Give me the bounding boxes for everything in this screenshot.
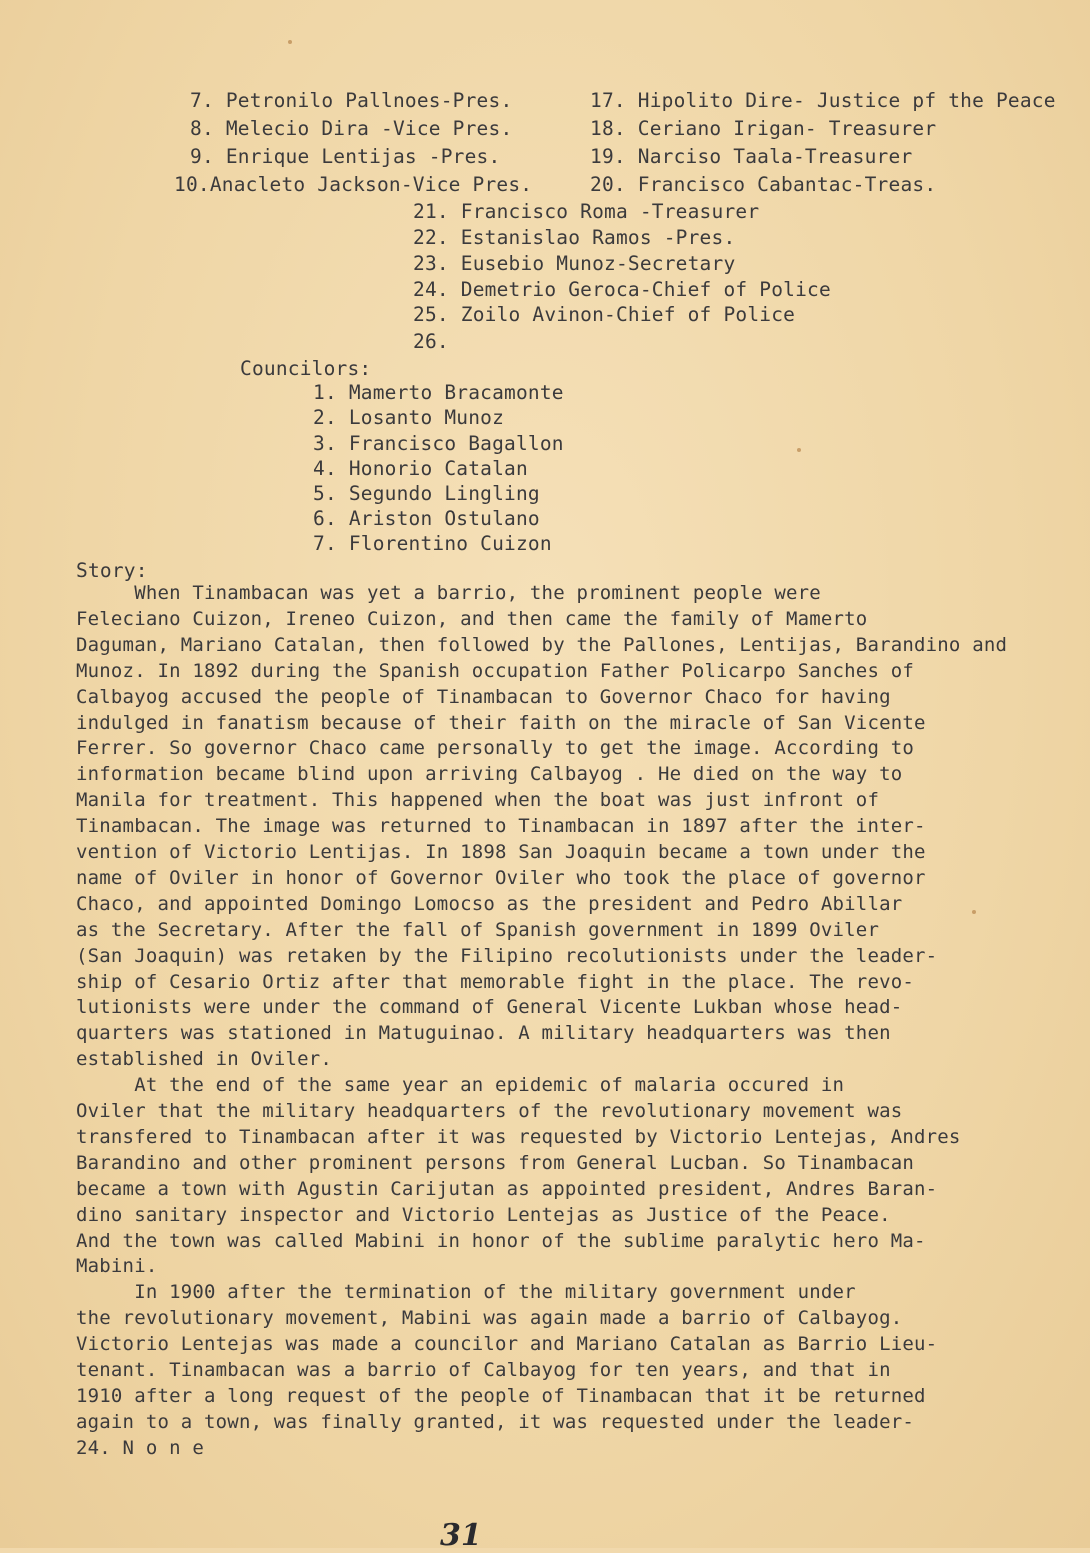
story-line: Barandino and other prominent persons from General Lucban. So Tinambacan [76, 1151, 915, 1174]
story-line: And the town was called Mabini in honor of the sublime paralytic hero Ma- [76, 1229, 926, 1252]
story-line: indulged in fanatism because of their faith on the miracle of San Vicente [76, 711, 926, 734]
story-line: Tinambacan. The image was returned to Tinambacan in 1897 after the inter- [76, 815, 926, 838]
story-line: quarters was stationed in Matuguinao. A military headquarters was then [76, 1022, 891, 1045]
story-line: again to a town, was finally granted, it was requested under the leader- [76, 1410, 915, 1433]
councilors-heading: Councilors: [240, 357, 372, 380]
story-line: transfered to Tinambacan after it was requested by Victorio Lentejas, Andres [76, 1125, 961, 1148]
paper-speck [797, 448, 801, 452]
councilor-entry: 1. Mamerto Bracamonte [313, 381, 564, 404]
story-line: the revolutionary movement, Mabini was again made a barrio of Calbayog. [76, 1307, 903, 1330]
official-entry: 17. Hipolito Dire- Justice pf the Peace [590, 89, 1056, 112]
story-line: tenant. Tinambacan was a barrio of Calbayog for ten years, and that in [76, 1359, 891, 1381]
story-line: 1910 after a long request of the people of Tinambacan that it be returned [76, 1384, 926, 1407]
story-line: Daguman, Mariano Catalan, then followed by the Pallones, Lentijas, Barandino and [76, 633, 1008, 656]
story-line: When Tinambacan was yet a barrio, the prominent people were [76, 582, 821, 604]
story-line: ship of Cesario Ortiz after that memorable fight in the place. The revo- [76, 970, 915, 993]
story-line: vention of Victorio Lentijas. In 1898 San Joaquin became a town under the [76, 841, 926, 863]
official-entry: 18. Ceriano Irigan- Treasurer [590, 117, 937, 140]
story-line: dino sanitary inspector and Victorio Lentejas as Justice of the Peace. [76, 1203, 891, 1226]
official-entry: 23. Eusebio Munoz-Secretary [413, 252, 736, 275]
story-line: Mabini. [76, 1255, 158, 1278]
paper-speck [972, 910, 976, 914]
councilor-entry: 6. Ariston Ostulano [313, 507, 540, 530]
official-entry: 21. Francisco Roma -Treasurer [413, 200, 760, 223]
story-line: At the end of the same year an epidemic of malaria occured in [76, 1074, 845, 1097]
story-line: (San Joaquin) was retaken by the Filipino recolutionists under the leader- [76, 944, 938, 967]
story-line: name of Oviler in honor of Governor Oviler who took the place of governor [76, 866, 926, 889]
story-line: established in Oviler. [76, 1048, 333, 1071]
story-line: information became blind upon arriving Calbayog . He died on the way to [76, 763, 903, 786]
story-line: as the Secretary. After the fall of Spanish government in 1899 Oviler [76, 918, 880, 941]
story-line: Victorio Lentejas was made a councilor and Mariano Catalan as Barrio Lieu- [76, 1333, 938, 1356]
official-entry: 25. Zoilo Avinon-Chief of Police [413, 303, 796, 326]
official-entry: 24. Demetrio Geroca-Chief of Police [413, 278, 831, 301]
story-line: Munoz. In 1892 during the Spanish occupation Father Policarpo Sanches of [76, 659, 915, 682]
official-entry: 19. Narciso Taala-Treasurer [590, 145, 913, 168]
story-line: Manila for treatment. This happened when the boat was just infront of [76, 789, 880, 812]
story-line: Feleciano Cuizon, Ireneo Cuizon, and then came the family of Mamerto [76, 607, 868, 630]
page-number: 31 [440, 1518, 482, 1553]
story-line: Chaco, and appointed Domingo Lomocso as the president and Pedro Abillar [76, 892, 903, 915]
official-entry: 10.Anacleto Jackson-Vice Pres. [174, 173, 533, 196]
official-entry: 26. [413, 330, 449, 353]
official-entry: 20. Francisco Cabantac-Treas. [590, 173, 937, 196]
official-entry: 8. Melecio Dira -Vice Pres. [190, 117, 513, 140]
story-heading: Story: [76, 559, 148, 582]
councilor-entry: 7. Florentino Cuizon [313, 532, 552, 555]
story-line: Oviler that the military headquarters of the revolutionary movement was [76, 1100, 903, 1122]
official-entry: 9. Enrique Lentijas -Pres. [190, 145, 501, 168]
paper-speck [288, 40, 292, 44]
story-line: Calbayog accused the people of Tinambacan to Governor Chaco for having [76, 685, 891, 708]
official-entry: 22. Estanislao Ramos -Pres. [413, 226, 736, 249]
official-entry: 7. Petronilo Pallnoes-Pres. [190, 89, 513, 112]
councilor-entry: 3. Francisco Bagallon [313, 432, 564, 455]
story-line: In 1900 after the termination of the military government under [76, 1281, 856, 1304]
councilor-entry: 2. Losanto Munoz [313, 406, 505, 429]
councilor-entry: 5. Segundo Lingling [313, 482, 540, 505]
councilor-entry: 4. Honorio Catalan [313, 457, 528, 480]
story-line: became a town with Agustin Carijutan as appointed president, Andres Baran- [76, 1177, 938, 1200]
story-line: lutionists were under the command of General Vicente Lukban whose head- [76, 996, 903, 1019]
story-line: Ferrer. So governor Chaco came personally to get the image. According to [76, 737, 915, 760]
story-line: 24. N o n e [76, 1436, 205, 1459]
